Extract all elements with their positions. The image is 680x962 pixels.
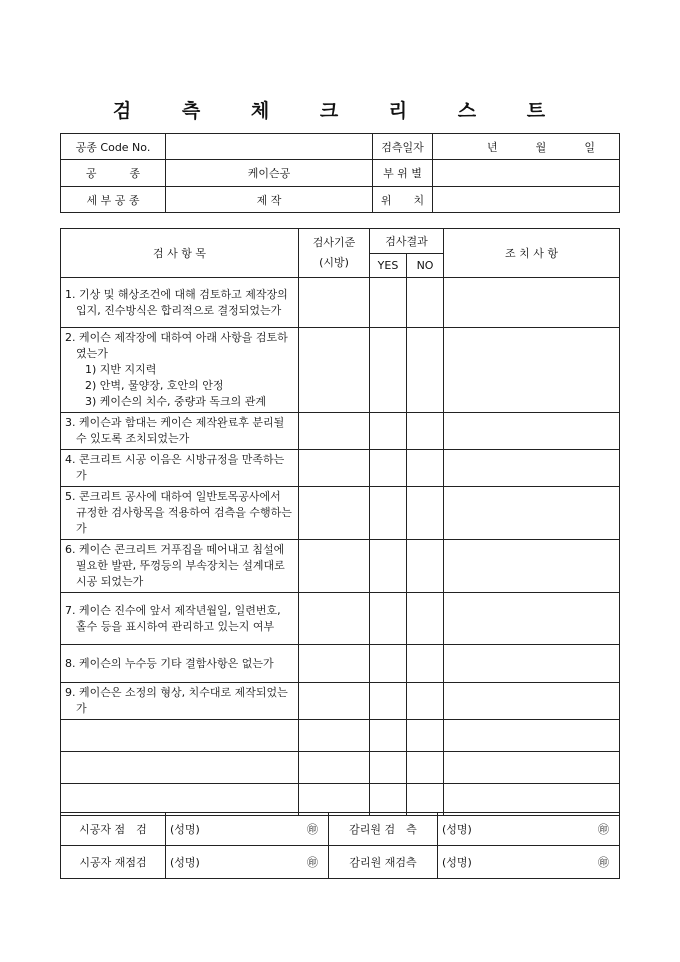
code-value[interactable] (166, 134, 373, 160)
table-row (61, 784, 620, 816)
yes-cell[interactable] (370, 593, 407, 645)
yes-cell[interactable] (370, 413, 407, 450)
checklist-table (60, 228, 620, 816)
criteria-cell[interactable] (299, 593, 370, 645)
no-cell[interactable] (407, 683, 444, 720)
check-item (61, 540, 299, 593)
page-title: 검 측 체 크 리 스 트 (112, 100, 568, 122)
check-item-text: 1. 기상 및 해상조건에 대해 검토하고 제작장의 입지, 진수방식은 합리적으로 결정되었는가 (65, 287, 288, 317)
criteria-cell[interactable] (299, 720, 370, 752)
yes-cell[interactable] (370, 328, 407, 413)
check-item-text: 9. 케이슨은 소정의 형상, 치수대로 제작되었는가 (65, 686, 288, 715)
action-cell[interactable] (444, 645, 620, 683)
seal-icon: ㊞ (598, 856, 609, 869)
seal-icon: ㊞ (598, 823, 609, 836)
action-cell[interactable] (444, 593, 620, 645)
day-label: 일 (584, 140, 595, 154)
work-label: 공 종 (61, 160, 166, 187)
criteria-cell[interactable] (299, 752, 370, 784)
no-cell[interactable] (407, 413, 444, 450)
check-item (61, 683, 299, 720)
seal-icon: ㊞ (307, 856, 318, 869)
action-cell[interactable] (444, 752, 620, 784)
contractor-check-label: 시공자 점 검 (61, 813, 166, 846)
check-item-text: 4. 콘크리트 시공 이음은 시방규정을 만족하는가 (65, 453, 285, 482)
contractor-recheck-sign[interactable] (166, 846, 329, 879)
no-cell[interactable] (407, 487, 444, 540)
header-result: 검사결과 (370, 229, 444, 254)
table-row (61, 645, 620, 683)
table-row (61, 540, 620, 593)
yes-cell[interactable] (370, 487, 407, 540)
check-item (61, 487, 299, 540)
criteria-cell[interactable] (299, 450, 370, 487)
criteria-cell[interactable] (299, 413, 370, 450)
no-cell[interactable] (407, 450, 444, 487)
supervisor-check-label: 감리원 검 측 (329, 813, 438, 846)
no-cell[interactable] (407, 278, 444, 328)
contractor-check-sign[interactable] (166, 813, 329, 846)
action-cell[interactable] (444, 328, 620, 413)
table-row (61, 683, 620, 720)
action-cell[interactable] (444, 450, 620, 487)
header-criteria-sub: (시방) (319, 256, 349, 269)
year-label: 년 (487, 140, 498, 154)
action-cell[interactable] (444, 278, 620, 328)
yes-cell[interactable] (370, 278, 407, 328)
signature-table (60, 812, 620, 879)
table-row (61, 413, 620, 450)
table-row (61, 720, 620, 752)
table-row (61, 278, 620, 328)
seal-icon: ㊞ (307, 823, 318, 836)
yes-cell[interactable] (370, 720, 407, 752)
part-label: 부 위 별 (373, 160, 433, 187)
action-cell[interactable] (444, 413, 620, 450)
table-row (61, 752, 620, 784)
header-yes: YES (370, 254, 407, 278)
table-row (61, 593, 620, 645)
check-item (61, 752, 299, 784)
check-item-text: 2. 케이슨 제작장에 대하여 아래 사항을 검토하였는가 (65, 331, 288, 360)
no-cell[interactable] (407, 328, 444, 413)
name-label: (성명) (170, 856, 200, 869)
criteria-cell[interactable] (299, 487, 370, 540)
work-value[interactable]: 케이슨공 (166, 160, 373, 187)
part-value[interactable] (433, 160, 620, 187)
check-item (61, 450, 299, 487)
supervisor-recheck-sign[interactable] (438, 846, 620, 879)
yes-cell[interactable] (370, 540, 407, 593)
check-item (61, 413, 299, 450)
name-label: (성명) (170, 823, 200, 836)
criteria-cell[interactable] (299, 540, 370, 593)
location-label: 위 치 (373, 187, 433, 213)
check-item (61, 278, 299, 328)
date-label: 검측일자 (373, 134, 433, 160)
detail-value[interactable]: 제 작 (166, 187, 373, 213)
month-label: 월 (535, 140, 547, 154)
yes-cell[interactable] (370, 752, 407, 784)
contractor-recheck-label: 시공자 재점검 (61, 846, 166, 879)
location-value[interactable] (433, 187, 620, 213)
name-label: (성명) (442, 823, 472, 836)
criteria-cell[interactable] (299, 784, 370, 816)
check-subitem: 2) 안벽, 물양장, 호안의 안정 (85, 379, 224, 392)
criteria-cell[interactable] (299, 683, 370, 720)
criteria-cell[interactable] (299, 278, 370, 328)
name-label: (성명) (442, 856, 472, 869)
no-cell[interactable] (407, 752, 444, 784)
no-cell[interactable] (407, 720, 444, 752)
header-item: 검 사 항 목 (61, 229, 299, 278)
check-item (61, 645, 299, 683)
check-item (61, 328, 299, 413)
criteria-cell[interactable] (299, 328, 370, 413)
yes-cell[interactable] (370, 784, 407, 816)
supervisor-recheck-label: 감리원 재검측 (329, 846, 438, 879)
yes-cell[interactable] (370, 645, 407, 683)
check-item (61, 593, 299, 645)
check-item-text: 5. 콘크리트 공사에 대하여 일반토목공사에서 규정한 검사항목을 적용하여 검측을 수행하는가 (65, 490, 292, 535)
info-table (60, 133, 620, 213)
action-cell[interactable] (444, 487, 620, 540)
no-cell[interactable] (407, 540, 444, 593)
yes-cell[interactable] (370, 450, 407, 487)
table-row (61, 487, 620, 540)
date-value[interactable] (433, 134, 620, 160)
yes-cell[interactable] (370, 683, 407, 720)
detail-label: 세 부 공 종 (61, 187, 166, 213)
action-cell[interactable] (444, 540, 620, 593)
action-cell[interactable] (444, 683, 620, 720)
check-item-text: 6. 케이슨 콘크리트 거푸집을 떼어내고 침설에 필요한 발판, 뚜껑등의 부속장치는 설계대로 시공 되었는가 (65, 543, 285, 588)
check-item (61, 720, 299, 752)
check-item-text: 7. 케이슨 진수에 앞서 제작년월일, 일련번호, 홀수 등을 표시하여 관리하고 있는지 여부 (65, 603, 281, 633)
criteria-cell[interactable] (299, 645, 370, 683)
check-item-text: 3. 케이슨과 함대는 케이슨 제작완료후 분리될수 있도록 조치되었는가 (65, 416, 285, 445)
header-no: NO (407, 254, 444, 278)
check-item (61, 784, 299, 816)
action-cell[interactable] (444, 720, 620, 752)
check-item-text: 8. 케이슨의 누수등 기타 결함사항은 없는가 (65, 656, 274, 670)
check-subitem: 3) 케이슨의 치수, 중량과 독크의 관계 (85, 395, 267, 408)
header-criteria: 검사기준 (312, 236, 356, 249)
no-cell[interactable] (407, 645, 444, 683)
no-cell[interactable] (407, 593, 444, 645)
supervisor-check-sign[interactable] (438, 813, 620, 846)
code-label: 공종 Code No. (61, 134, 166, 160)
table-row (61, 328, 620, 413)
check-subitem: 1) 지반 지지력 (85, 363, 157, 376)
header-action: 조 치 사 항 (444, 229, 620, 278)
action-cell[interactable] (444, 784, 620, 816)
table-row (61, 450, 620, 487)
no-cell[interactable] (407, 784, 444, 816)
